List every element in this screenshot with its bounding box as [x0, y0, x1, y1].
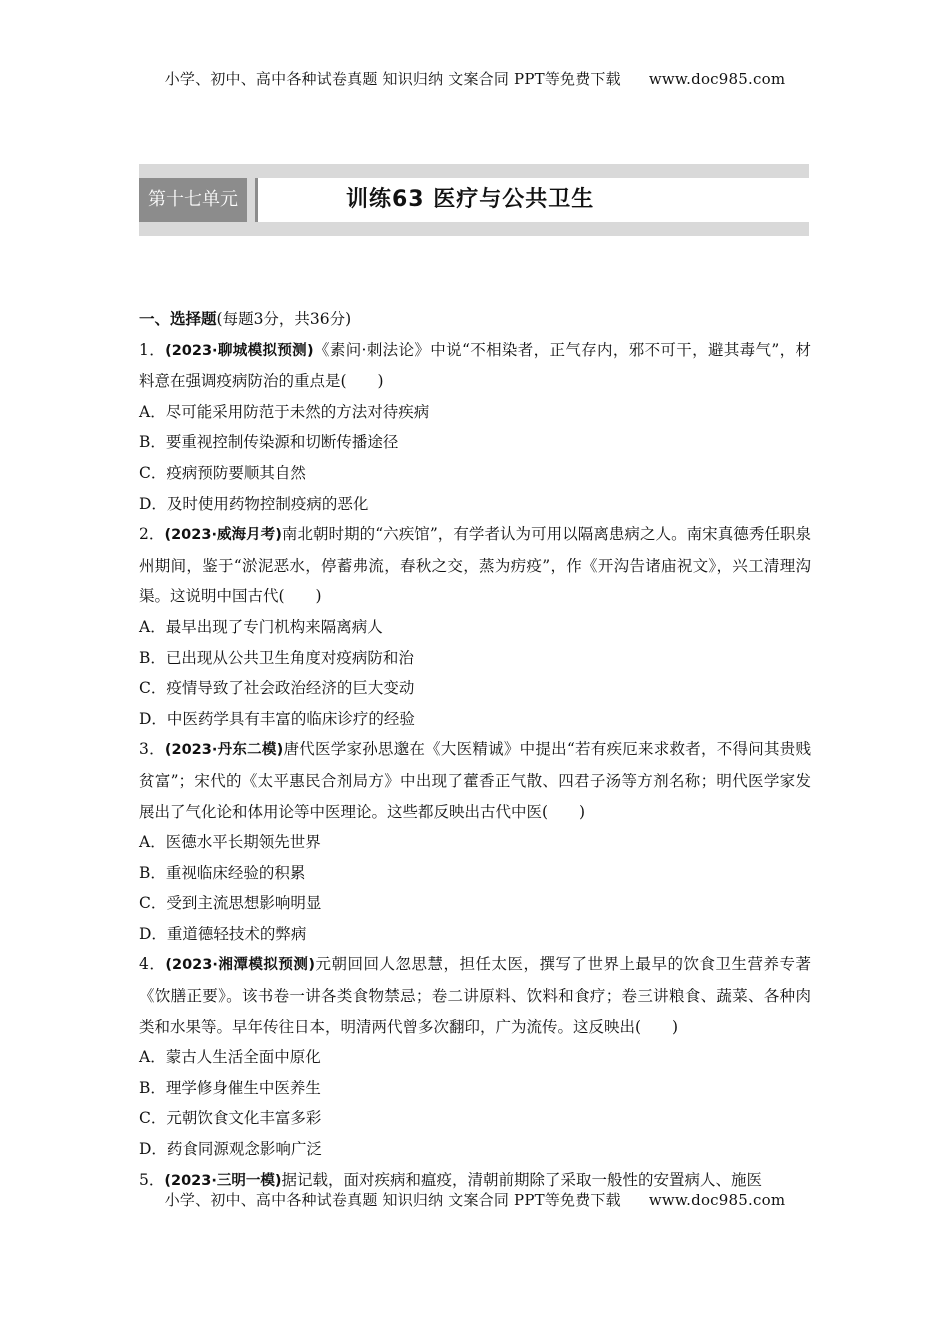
footer-site[interactable]: www.doc985.com [648, 1191, 786, 1209]
option-c: C．元朝饮食文化丰富多彩 [139, 1109, 322, 1128]
question-1 [139, 335, 811, 520]
question-source: (2023·威海月考) [164, 527, 282, 544]
question-number: 1． [139, 340, 166, 359]
question-text: 《素问·刺法论》中说“不相染者，正气存内，邪不可干，避其毒气”，材料意在强调疫病防治的重点是( ) [139, 340, 811, 391]
question-text: 南北朝时期的“六疾馆”，有学者认为可用以隔离患病之人。南宋真德秀任职泉州期间，鉴于“淤泥恶水，停蓄弗流，春秋之交，蒸为疠疫”，作《开沟告诸庙祝文》，兴工清理沟渠。这说明中国古代( ) [139, 525, 811, 606]
unit-banner [139, 164, 809, 236]
question-number: 5． [139, 1170, 165, 1189]
header-text: 小学、初中、高中各种试卷真题 知识归纳 文案合同 PPT等免费下载 [164, 70, 621, 88]
page-footer [0, 1189, 950, 1210]
option-a: A．医德水平长期领先世界 [139, 833, 321, 852]
question-number: 4． [139, 955, 166, 974]
unit-label: 第十七单元 [139, 178, 247, 222]
question-source: (2023·三明一模) [164, 1172, 282, 1189]
page-title: 训练63 医疗与公共卫生 [346, 187, 595, 212]
section-title: 一、选择题 [139, 310, 217, 328]
option-b: B．重视临床经验的积累 [139, 863, 306, 882]
question-2 [139, 519, 811, 734]
question-list [139, 304, 811, 1196]
question-stem [139, 949, 811, 1042]
option-a: A．最早出现了专门机构来隔离病人 [139, 617, 383, 636]
question-3 [139, 734, 811, 949]
question-number: 2． [139, 525, 165, 544]
question-stem [139, 519, 811, 612]
option-d: D．药食同源观念影响广泛 [139, 1140, 322, 1159]
footer-text: 小学、初中、高中各种试卷真题 知识归纳 文案合同 PPT等免费下载 [164, 1191, 621, 1209]
option-c: C．疫情导致了社会政治经济的巨大变动 [139, 679, 415, 698]
question-number: 3． [139, 740, 165, 759]
page-header [0, 68, 950, 89]
option-b: B．已出现从公共卫生角度对疫病防和治 [139, 648, 414, 667]
option-c: C．疫病预防要顺其自然 [139, 463, 306, 482]
option-c: C．受到主流思想影响明显 [139, 894, 322, 913]
question-text: 唐代医学家孙思邈在《大医精诚》中提出“若有疾厄来求救者，不得问其贵贱贫富”；宋代的《太平惠民合剂局方》中出现了藿香正气散、四君子汤等方剂名称；明代医学家发展出了气化论和体用论等中医理论。这些都反映出古代中医( ) [139, 740, 811, 821]
option-a: A．尽可能采用防范于未然的方法对待疾病 [139, 402, 430, 421]
question-source: (2023·湘潭模拟预测) [165, 957, 315, 974]
title-box [255, 178, 809, 222]
question-text: 元朝回回人忽思慧，担任太医，撰写了世界上最早的饮食卫生营养专著《饮膳正要》。该书卷一讲各类食物禁忌；卷二讲原料、饮料和食疗；卷三讲粮食、蔬菜、各种肉类和水果等。早年传往日本，明清两代曾多次翻印，广为流传。这反映出( ) [139, 955, 811, 1036]
option-d: D．中医药学具有丰富的临床诊疗的经验 [139, 709, 415, 728]
question-text: 据记载，面对疾病和瘟疫，清朝前期除了采取一般性的安置病人、施医 [281, 1170, 763, 1189]
option-d: D．重道德轻技术的弊病 [139, 924, 307, 943]
question-source: (2023·聊城模拟预测) [165, 342, 314, 359]
question-4 [139, 949, 811, 1164]
option-a: A．蒙古人生活全面中原化 [139, 1048, 321, 1067]
question-source: (2023·丹东二模) [164, 742, 284, 759]
question-stem [139, 335, 811, 397]
question-stem [139, 734, 811, 827]
option-b: B．理学修身催生中医养生 [139, 1078, 321, 1097]
header-site[interactable]: www.doc985.com [648, 70, 786, 88]
section-heading [139, 304, 811, 335]
section-note: (每题3分，共36分) [216, 310, 352, 328]
option-d: D．及时使用药物控制疫病的恶化 [139, 494, 369, 513]
option-b: B．要重视控制传染源和切断传播途径 [139, 433, 399, 452]
